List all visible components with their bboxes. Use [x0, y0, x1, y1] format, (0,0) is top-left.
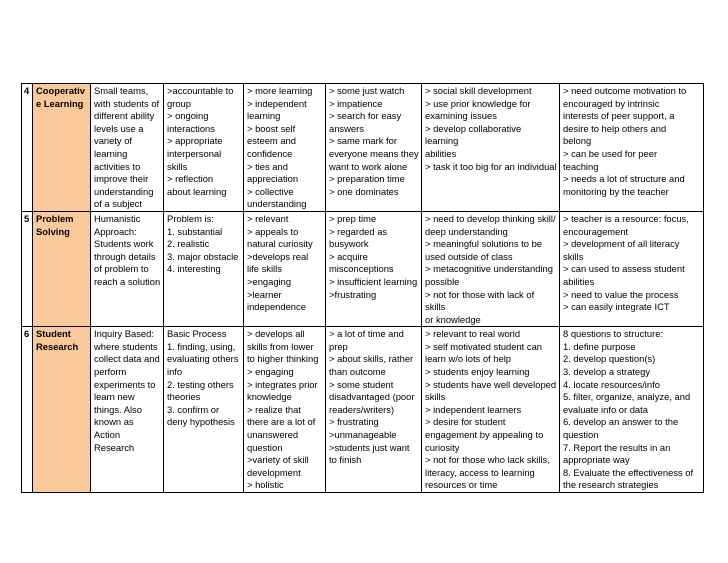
notes-cell: > need outcome motivation to encouraged by intrinsic interests of peer support, a desire to help others and belong > can be used for peer teaching > needs a lot of structure and monitoring by the teacher	[560, 84, 704, 212]
benefits-cell: > more learning > independent learning > boost self esteem and confidence > ties and appreciation > collective understanding	[244, 84, 326, 212]
strategy-name: Problem Solving	[33, 211, 91, 326]
notes-cell: 8 questions to structure: 1. define purpose 2. develop question(s) 3. develop a strategy 4. locate resources/info 5. filter, organize, analyze, and evaluate info or data 6. develop an answer to the question 7. Report the results in an appropriate way 8. Evaluate the effectiveness of the research strategies	[560, 327, 704, 493]
drawbacks-cell: > some just watch > impatience > search for easy answers > same mark for everyone means they want to work alone > preparation time > one dominates	[326, 84, 422, 212]
benefits-cell: > relevant > appeals to natural curiosity >develops real life skills >engaging >learner independence	[244, 211, 326, 326]
row-number: 6	[22, 327, 33, 493]
description-cell: Inquiry Based: where students collect data and perform experiments to learn new things. Also known as Action Research	[91, 327, 164, 493]
notes-cell: > teacher is a resource: focus, encouragement > development of all literacy skills > can used to assess student abilities > need to value the process > can easily integrate ICT	[560, 211, 704, 326]
table-row	[22, 327, 704, 493]
suitability-cell: > need to develop thinking skill/ deep understanding > meaningful solutions to be used outside of class > metacognitive understanding possible > not for those with lack of skills or knowledge	[422, 211, 560, 326]
table-row	[22, 211, 704, 326]
strategy-name: Cooperativ e Learning	[33, 84, 91, 212]
description-cell: Small teams, with students of different ability levels use a variety of learning activities to improve their understanding of a subject	[91, 84, 164, 212]
drawbacks-cell: > a lot of time and prep > about skills, rather than outcome > some student disadvantaged (poor readers/writers) > frustrating >unmanageable >students just want to finish	[326, 327, 422, 493]
teacher-role-cell: >accountable to group > ongoing interactions > appropriate interpersonal skills > reflection about learning	[164, 84, 244, 212]
benefits-cell: > develops all skills from lower to higher thinking > engaging > integrates prior knowledge > realize that there are a lot of unanswered question >variety of skill development > holistic	[244, 327, 326, 493]
suitability-cell: > relevant to real world > self motivated student can learn w/o lots of help > students enjoy learning > students have well developed skills > independent learners > desire for student engagement by appealing to curiosity > not for those who lack skills, literacy, access to learning resources or time	[422, 327, 560, 493]
strategy-table	[21, 83, 704, 493]
teacher-role-cell: Basic Process 1. finding, using, evaluating others info 2. testing others theories 3. confirm or deny hypothesis	[164, 327, 244, 493]
teacher-role-cell: Problem is: 1. substantial 2. realistic 3. major obstacle 4. interesting	[164, 211, 244, 326]
row-number: 5	[22, 211, 33, 326]
strategy-name: Student Research	[33, 327, 91, 493]
description-cell: Humanistic Approach: Students work through details of problem to reach a solution	[91, 211, 164, 326]
suitability-cell: > social skill development > use prior knowledge for examining issues > develop collaborative learning abilities > task it too big for an individual	[422, 84, 560, 212]
row-number: 4	[22, 84, 33, 212]
table-row	[22, 84, 704, 212]
drawbacks-cell: > prep time > regarded as busywork > acquire misconceptions > insufficient learning >frustrating	[326, 211, 422, 326]
